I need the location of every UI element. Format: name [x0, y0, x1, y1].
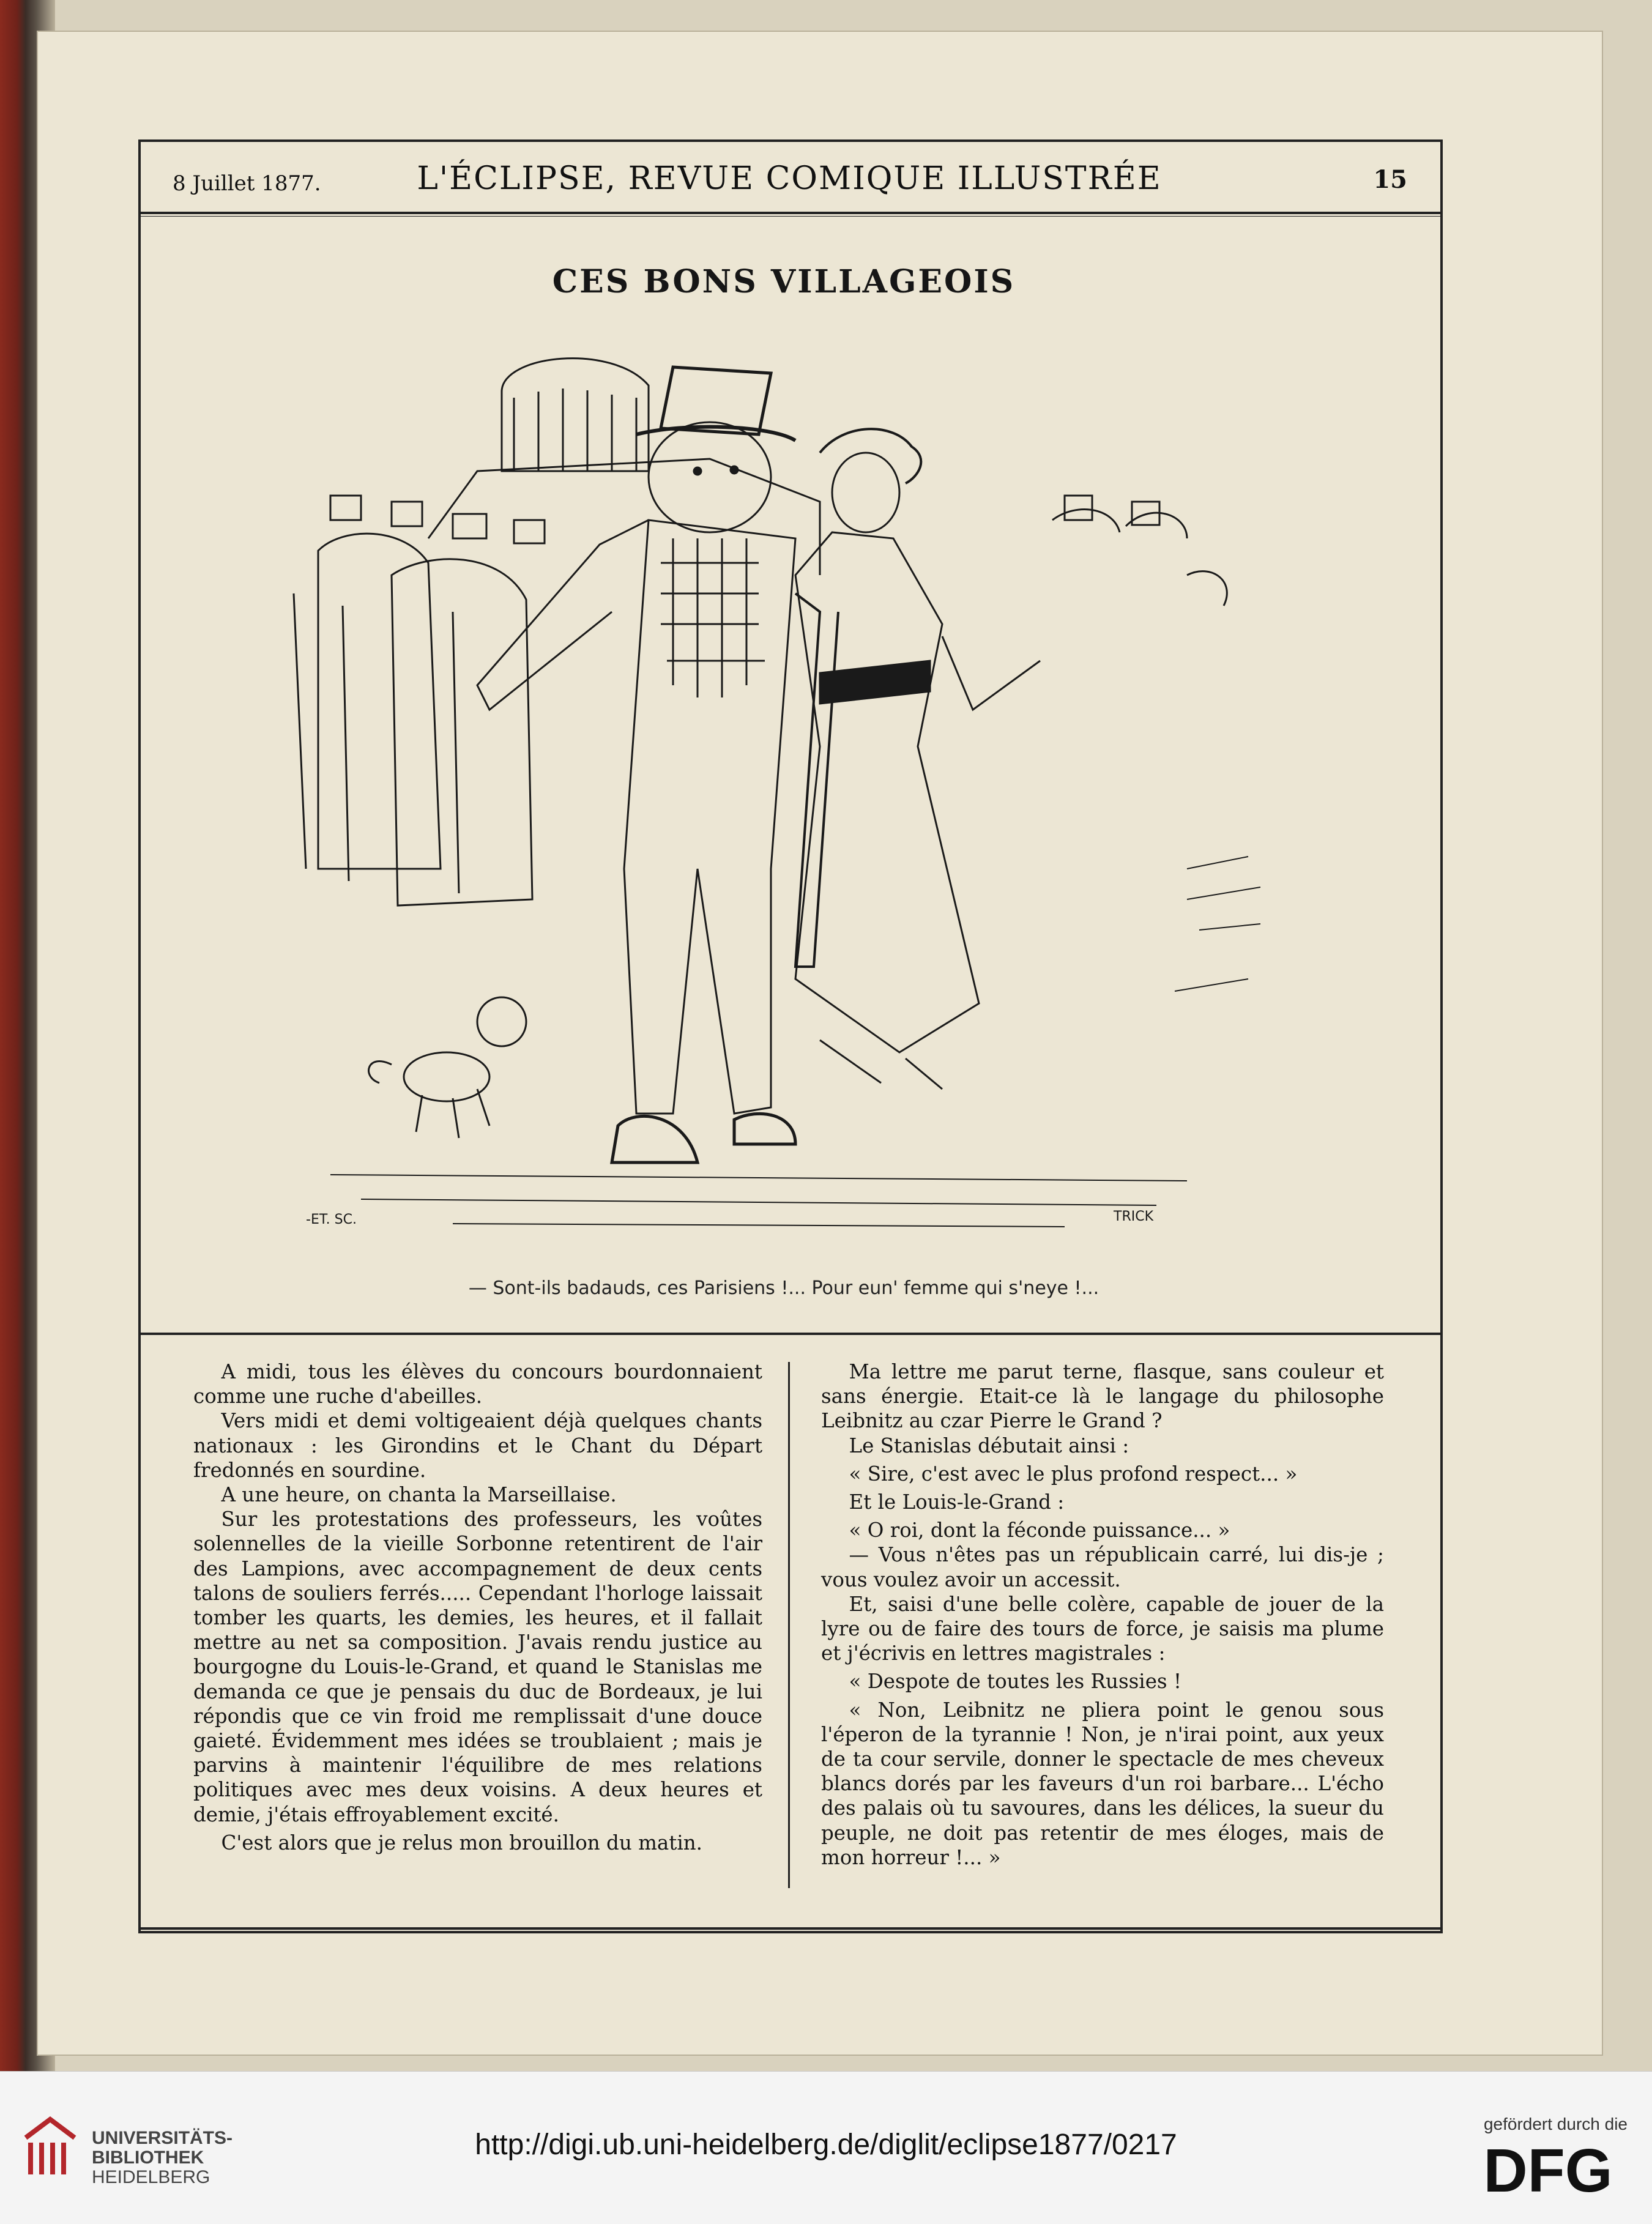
bottom-rule	[138, 1927, 1443, 1930]
journal-title: L'ÉCLIPSE, REVUE COMIQUE ILLUSTRÉE	[417, 160, 1162, 197]
man-figure	[477, 367, 838, 1162]
paragraph: « Despote de toutes les Russies !	[849, 1670, 1182, 1694]
library-name-line3: HEIDELBERG	[92, 2167, 210, 2187]
library-name-line1: UNIVERSITÄTS-	[92, 2128, 233, 2148]
crowd-right	[1052, 496, 1227, 606]
svg-text:DFG: DFG	[1483, 2140, 1613, 2199]
paragraph: Le Stanislas débutait ainsi :	[849, 1434, 1129, 1457]
page-number: 15	[1373, 165, 1407, 194]
paragraph: « Sire, c'est avec le plus profond respect... »	[849, 1462, 1298, 1486]
header-rule	[138, 212, 1443, 214]
engraver-signature: -ET. SC.	[306, 1212, 357, 1227]
paragraph: « Non, Leibnitz ne pliera point le genou sous l'éperon de la tyrannie ! Non, je n'irai point, aux yeux de ta cour servile, donner le spectacle de mes cheveux blancs dorés par les faveurs d'un roi barbare... L'écho des palais où tu savoures, dans les délices, la sueur du peuple, ne doit pas retentir de mes éloges, mais de mon horreur !... »	[821, 1698, 1384, 1869]
poodle-figure	[369, 997, 526, 1138]
section-rule	[138, 1333, 1443, 1335]
viewer-footer	[0, 2071, 1652, 2224]
artist-signature: TRICK	[1114, 1209, 1154, 1224]
crowd-left	[294, 496, 545, 906]
text-column-left	[193, 1359, 762, 1855]
column-divider	[788, 1362, 790, 1888]
library-name-line2: BIBLIOTHEK	[92, 2148, 204, 2168]
paragraph: Sur les protestations des professeurs, les voûtes solennelles de la vieille Sorbonne retentirent de l'air des Lampions, avec accompagnement de deux cents talons de souliers ferrés..... Cependant l'horloge laissait tomber les quarts, les demies, les heures, et il fallait mettre au net sa composition. J'avais rendu justice au bourgogne du Louis-le-Grand, et quand le Stanislas me demanda ce que je pensais du duc de Bordeaux, je lui répondis que ce vin froid me remplissait d'une douce gaieté. Évidemment mes idées se troublaient ; mais je parvins à maintenir l'équilibre de mes relations politiques avec mes deux voisins. A deux heures et demie, j'étais effroyablement excité.	[193, 1508, 762, 1826]
illustration-caption: — Sont-ils badauds, ces Parisiens !... Pour eun' femme qui s'neye !...	[468, 1277, 1099, 1299]
paragraph: Et, saisi d'une belle colère, capable de jouer de la lyre ou de faire des tours de force, je saisis ma plume et j'écrivis en lettres magistrales :	[821, 1592, 1384, 1665]
paragraph: A midi, tous les élèves du concours bourdonnaient comme une ruche d'abeilles.	[193, 1360, 762, 1408]
woman-figure	[795, 429, 1040, 1089]
paragraph: Et le Louis-le-Grand :	[849, 1490, 1065, 1514]
dome-building	[502, 359, 649, 471]
paragraph: Ma lettre me parut terne, flasque, sans couleur et sans énergie. Etait-ce là le langage du philosophe Leibnitz au czar Pierre le Grand ?	[821, 1360, 1384, 1433]
text-column-right	[821, 1359, 1384, 1870]
dfg-logo-icon[interactable]	[1468, 2140, 1628, 2199]
paragraph: A une heure, on chanta la Marseillaise.	[221, 1483, 617, 1507]
article-title: CES BONS VILLAGEOIS	[552, 263, 1016, 300]
issue-date: 8 Juillet 1877.	[173, 171, 321, 196]
paragraph: — Vous n'êtes pas un républicain carré, lui dis-je ; vous voulez avoir un accessit.	[821, 1543, 1384, 1591]
funding-note: gefördert durch die	[1483, 2114, 1628, 2133]
caricature-illustration	[269, 318, 1279, 1248]
permalink-url[interactable]: http://digi.ub.uni-heidelberg.de/diglit/eclipse1877/0217	[475, 2129, 1177, 2161]
paragraph: C'est alors que je relus mon brouillon du matin.	[221, 1831, 703, 1854]
paragraph: « O roi, dont la féconde puissance... »	[849, 1519, 1230, 1542]
header-rule-thin	[138, 216, 1443, 217]
paragraph: Vers midi et demi voltigeaient déjà quelques chants nationaux : les Girondins et le Chant du Départ fredonnés en sourdine.	[193, 1409, 762, 1482]
